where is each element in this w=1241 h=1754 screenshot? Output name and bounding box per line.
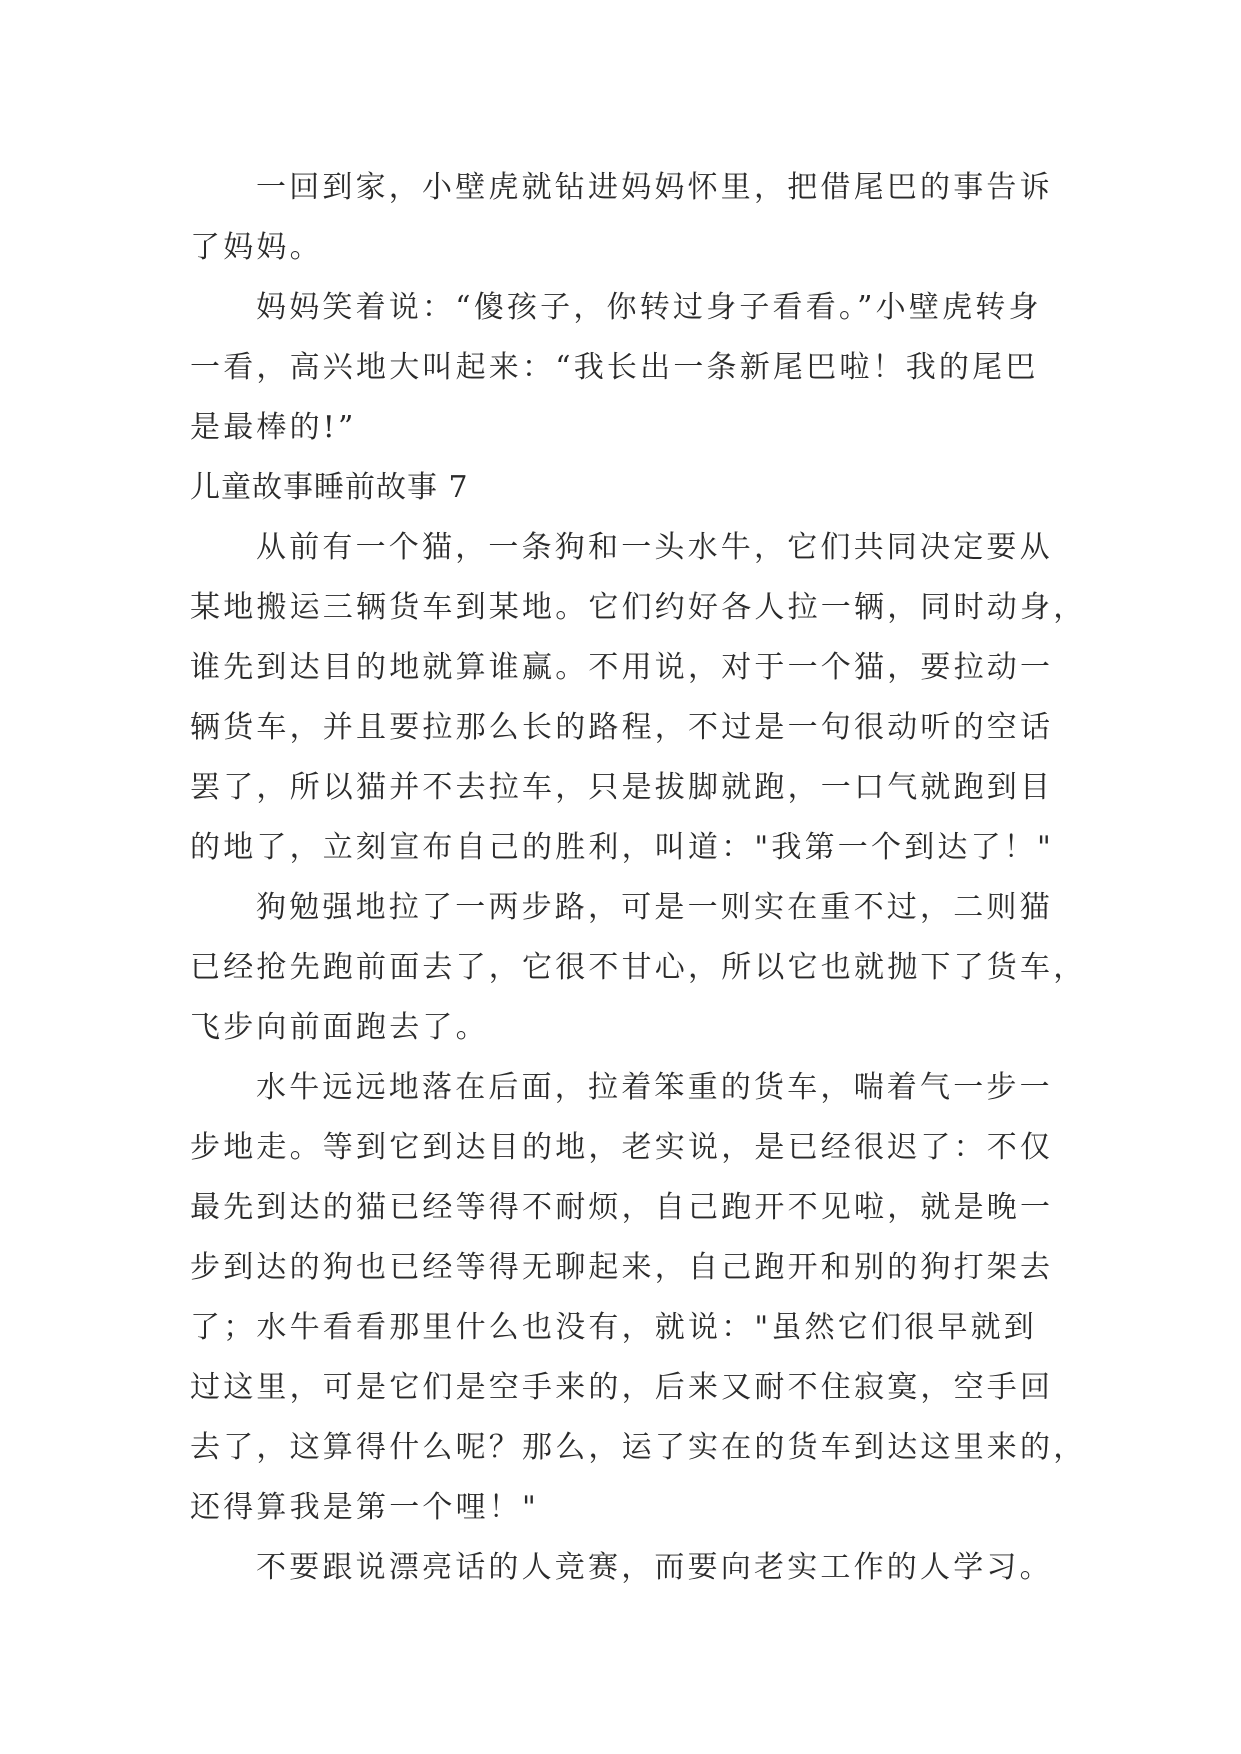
text-line: 从前有一个猫，一条狗和一头水牛，它们共同决定要从: [256, 530, 1053, 565]
text-line: 的地了，立刻宣布自己的胜利，叫道："我第一个到达了！": [190, 830, 1054, 865]
text-line: 不要跟说漂亮话的人竞赛，而要向老实工作的人学习。: [256, 1550, 1053, 1585]
story-7-paragraph-4: [190, 1538, 1070, 1598]
text-line: 步地走。等到它到达目的地，老实说，是已经很迟了：不仅: [190, 1130, 1054, 1165]
text-line: 某地搬运三辆货车到某地。它们约好各人拉一辆，同时动身，: [190, 590, 1087, 625]
text-line: 步到达的狗也已经等得无聊起来，自己跑开和别的狗打架去: [190, 1250, 1054, 1285]
text-line: 了妈妈。: [190, 230, 323, 265]
text-line: 是最棒的!”: [190, 410, 357, 445]
story-intro-paragraph-2: [190, 278, 1070, 458]
text-line: 最先到达的猫已经等得不耐烦，自己跑开不见啦，就是晚一: [190, 1190, 1054, 1225]
text-line: 一回到家，小壁虎就钻进妈妈怀里，把借尾巴的事告诉: [256, 170, 1053, 205]
story-7-paragraph-3: [190, 1058, 1087, 1538]
story-7-paragraph-2: [190, 878, 1087, 1058]
text-line: 谁先到达目的地就算谁赢。不用说，对于一个猫，要拉动一: [190, 650, 1054, 685]
text-line: 妈妈笑着说：“傻孩子，你转过身子看看。”小壁虎转身: [256, 290, 1042, 325]
text-line: 了；水牛看看那里什么也没有，就说："虽然它们很早就到: [190, 1310, 1037, 1345]
text-line: 过这里，可是它们是空手来的，后来又耐不住寂寞，空手回: [190, 1370, 1054, 1405]
document-page: [190, 158, 1087, 1598]
text-line: 去了，这算得什么呢？那么，运了实在的货车到达这里来的，: [190, 1430, 1087, 1465]
text-line: 还得算我是第一个哩！": [190, 1490, 539, 1525]
text-line: 水牛远远地落在后面，拉着笨重的货车，喘着气一步一: [256, 1070, 1053, 1105]
story-7-paragraph-1: [190, 518, 1087, 878]
text-line: 飞步向前面跑去了。: [190, 1010, 489, 1045]
text-line: 已经抢先跑前面去了，它很不甘心，所以它也就抛下了货车，: [190, 950, 1087, 985]
text-line: 辆货车，并且要拉那么长的路程，不过是一句很动听的空话: [190, 710, 1054, 745]
text-line: 罢了，所以猫并不去拉车，只是拔脚就跑，一口气就跑到目: [190, 770, 1054, 805]
text-line: 狗勉强地拉了一两步路，可是一则实在重不过，二则猫: [256, 890, 1053, 925]
story-intro-paragraph-1: [190, 158, 1070, 278]
text-line: 一看，高兴地大叫起来：“我长出一条新尾巴啦！我的尾巴: [190, 350, 1039, 385]
section-title: 儿童故事睡前故事 7: [190, 470, 469, 505]
